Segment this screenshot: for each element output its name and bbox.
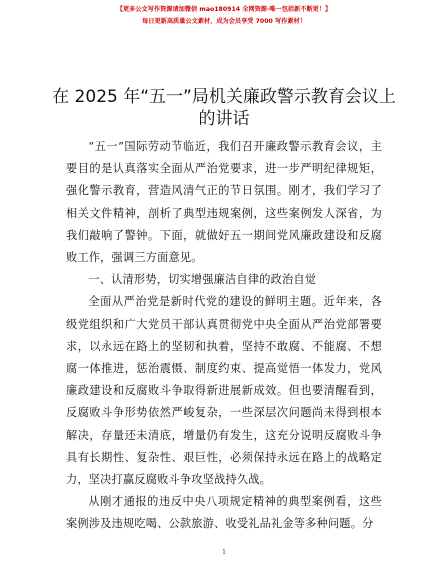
document-title <box>40 86 408 130</box>
section-heading-1: 一、认清形势，切实增强廉洁自律的政治自觉 <box>88 273 317 287</box>
body-paragraph-intro: “五一”国际劳动节临近，我们召开廉政警示教育会议，主要目的是认真落实全面从严治党要求，进一步严明纪律规矩，强化警示教育，营造风清气正的节日氛围。刚才，我们学习了相关文件精神，剖析了典型违规案例，这些案例发人深省，为我们敲响了警钟。下面，就做好五一期间党风廉政建设和反腐败工作，强调三方面意见。 <box>66 140 382 265</box>
body-paragraph-situation: 全面从严治党是新时代党的建设的鲜明主题。近年来，各级党组织和广大党员干部认真贯彻党中央全面从严治党部署要求，以永远在路上的坚韧和执着，坚持不敢腐、不能腐、不想腐一体推进，惩治震慑、制度约束、提高觉悟一体发力，党风廉政建设和反腐败斗争取得新进展新成效。但也要清醒看到，反腐败斗争形势依然严峻复杂，一些深层次问题尚未得到根本解决，存量还未清底，增量仍有发生，这充分说明反腐败斗争具有长期性、复杂性、艰巨性，必须保持永远在路上的战略定力，坚决打赢反腐败斗争攻坚战持久战。 <box>66 295 382 487</box>
document-title-line-2: 的讲话 <box>198 109 250 129</box>
body-paragraph-cases: 从刚才通报的违反中央八项规定精神的典型案例看，这些案例涉及违规吃喝、公款旅游、收受礼品礼金等多种问题。分 <box>66 495 382 531</box>
page-number: 1 <box>222 549 226 556</box>
promo-banner <box>60 4 388 28</box>
promo-banner-line-2: 每日更新高质量公文素材，成为会员享受 7000 写作素材！ <box>142 18 306 25</box>
promo-banner-line-1: 【更多公文写作资源请加微信 mao180914 全网资源·唯一包括新不断更！】 <box>116 6 332 13</box>
document-body <box>66 136 382 536</box>
document-title-line-1: 在 2025 年“五一”局机关廉政警示教育会议上 <box>52 87 396 107</box>
